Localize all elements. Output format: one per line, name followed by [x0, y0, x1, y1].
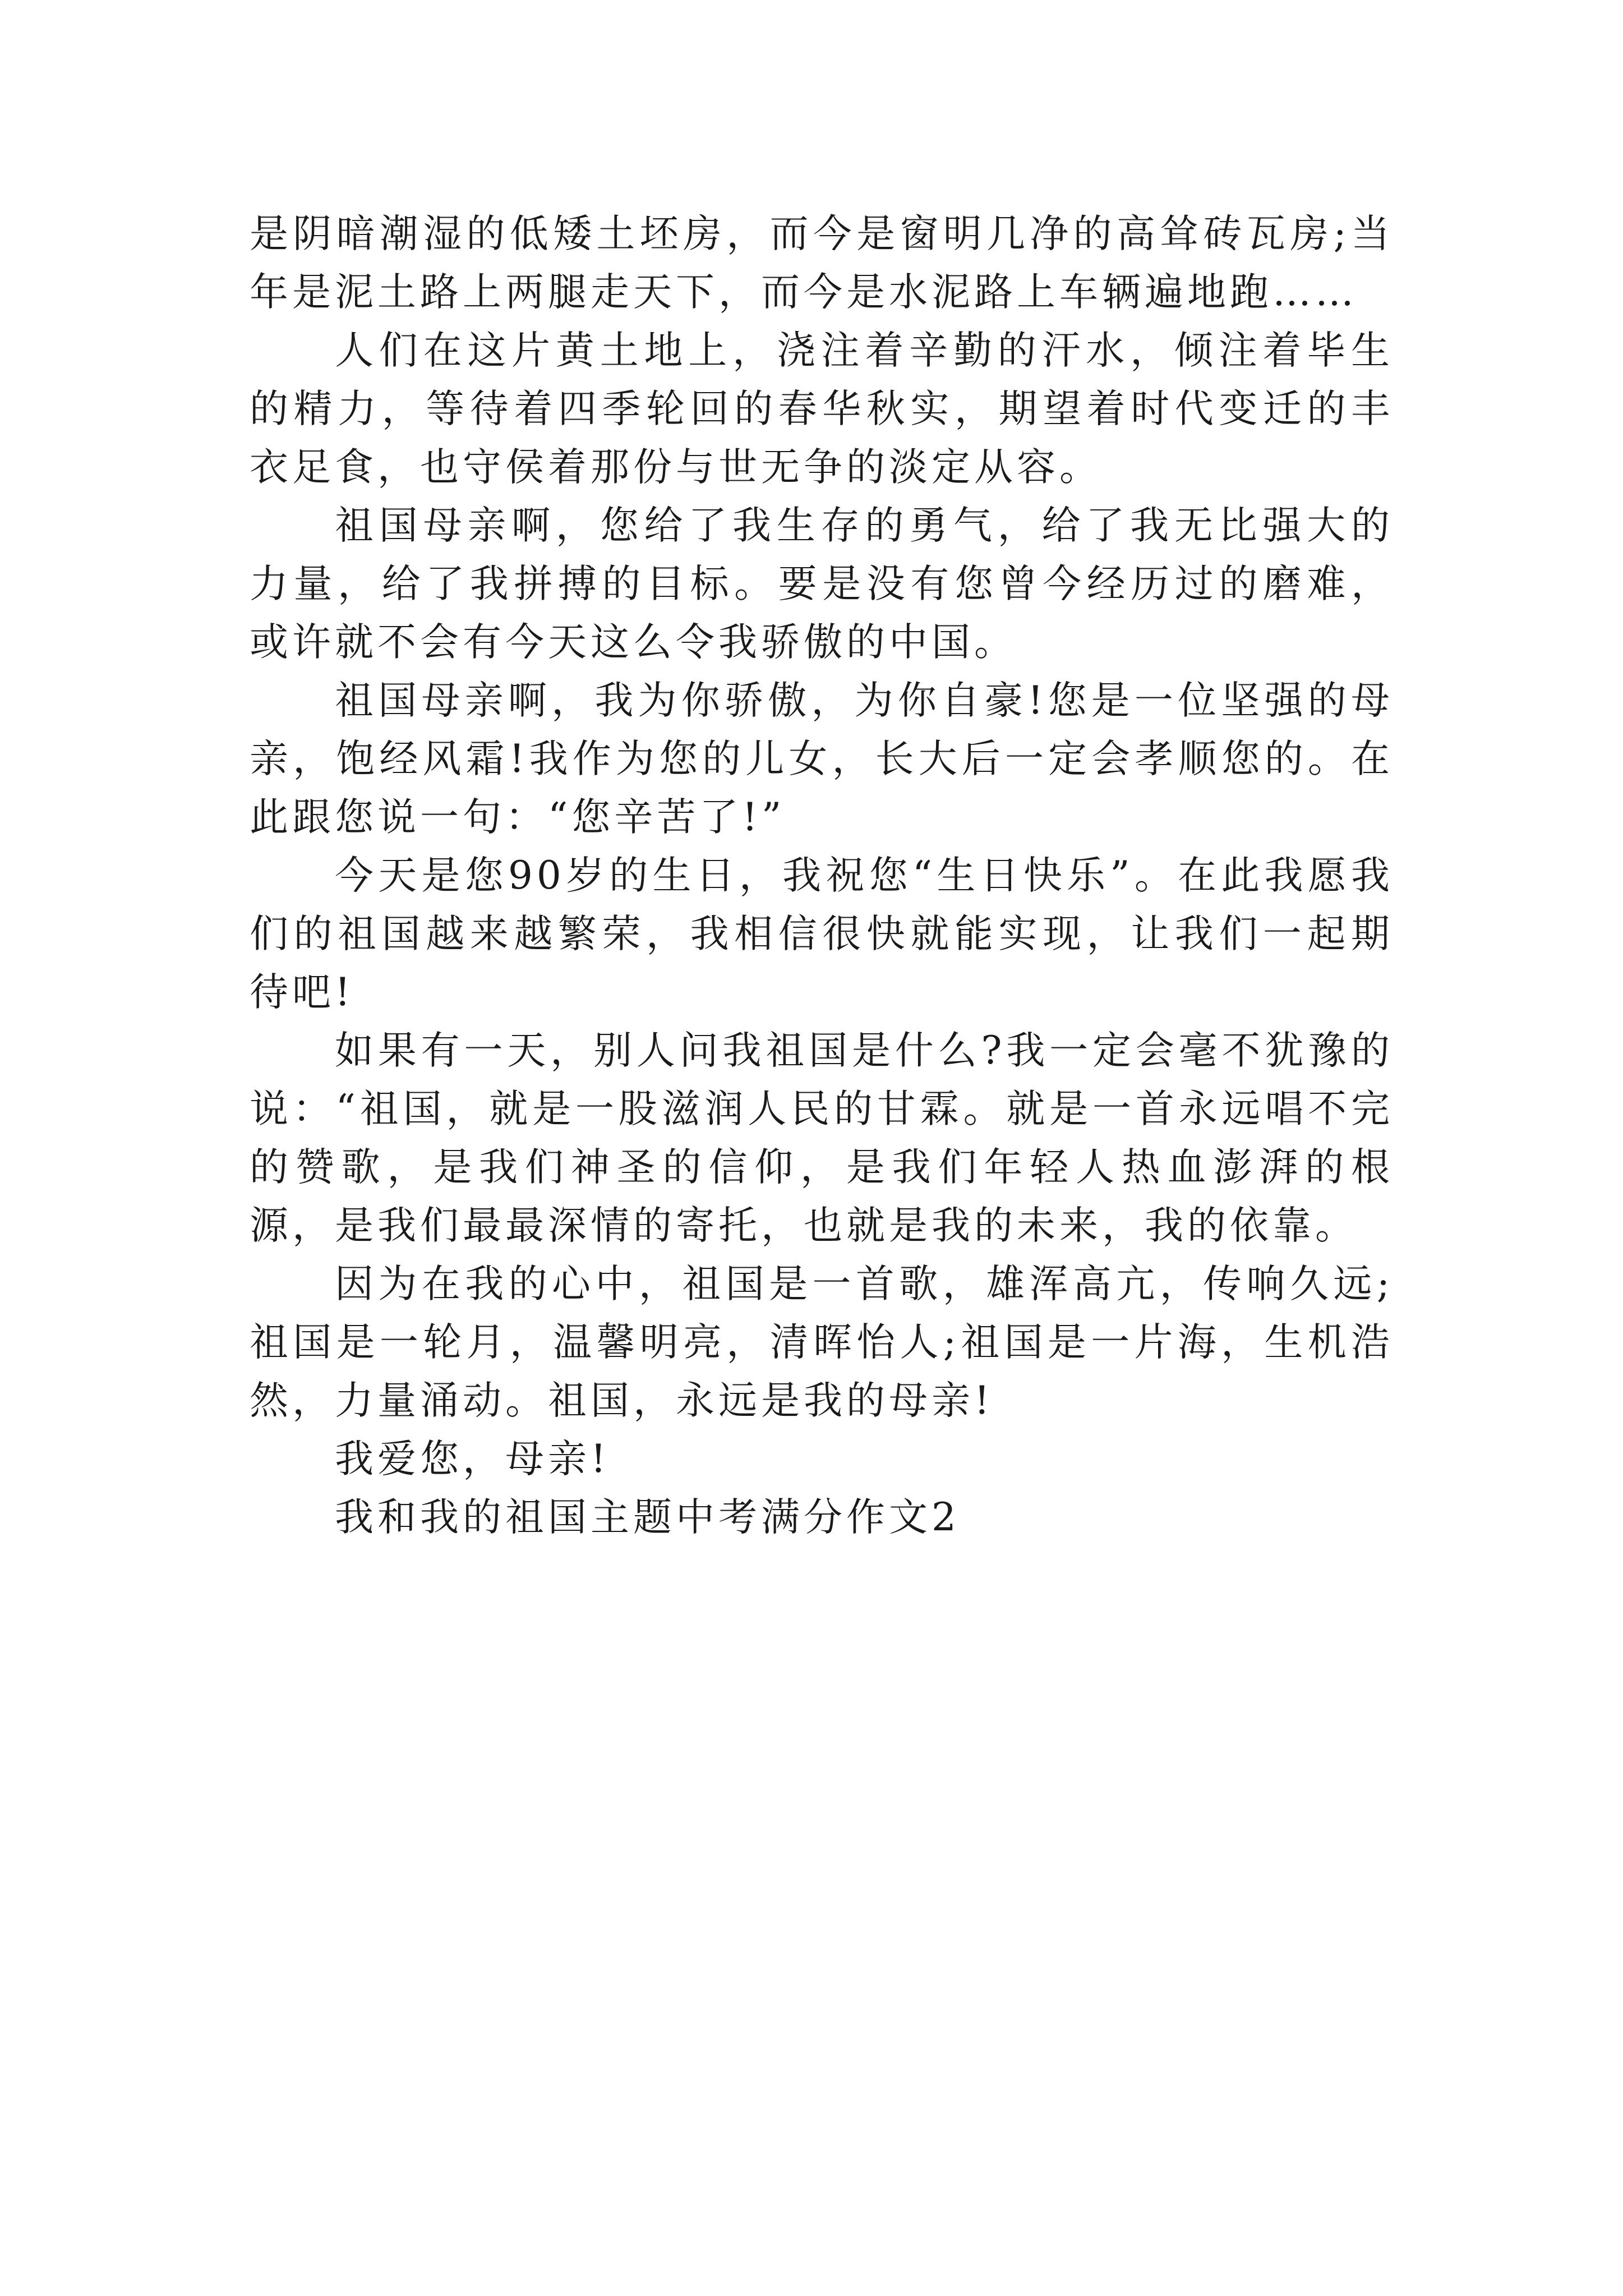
- paragraph-birthday: 今天是您90岁的生日，我祝您“生日快乐”。在此我愿我们的祖国越来越繁荣，我相信很快就能实现，让我们一起期待吧!: [250, 853, 1394, 1015]
- paragraph-courage: 祖国母亲啊，您给了我生存的勇气，给了我无比强大的力量，给了我拼搏的目标。要是没有您曾今经历过的磨难，或许就不会有今天这么令我骄傲的中国。: [250, 503, 1394, 665]
- paragraph-continuation: 是阴暗潮湿的低矮土坯房，而今是窗明几净的高耸砖瓦房;当年是泥土路上两腿走天下，而今是水泥路上车辆遍地跑……: [250, 211, 1394, 315]
- paragraph-love: 我爱您，母亲!: [335, 1437, 610, 1481]
- paragraph-proud: 祖国母亲啊，我为你骄傲，为你自豪!您是一位坚强的母亲，饱经风霜!我作为您的儿女，长大后一定会孝顺您的。在此跟您说一句：“您辛苦了!”: [250, 678, 1394, 840]
- paragraph-song-moon-sea: 因为在我的心中，祖国是一首歌，雄浑高亢，传响久远;祖国是一轮月，温馨明亮，清晖怡人;祖国是一片海，生机浩然，力量涌动。祖国，永远是我的母亲!: [250, 1262, 1394, 1423]
- next-essay-title: 我和我的祖国主题中考满分作文2: [335, 1495, 960, 1540]
- essay-body: [250, 205, 1394, 1547]
- paragraph-what-is-motherland: 如果有一天，别人问我祖国是什么?我一定会毫不犹豫的说：“祖国，就是一股滋润人民的甘霖。就是一首永远唱不完的赞歌，是我们神圣的信仰，是我们年轻人热血澎湃的根源，是我们最最深情的寄托，也就是我的未来，我的依靠。: [250, 1028, 1394, 1248]
- paragraph-land: 人们在这片黄土地上，浇注着辛勤的汗水，倾注着毕生的精力，等待着四季轮回的春华秋实，期望着时代变迁的丰衣足食，也守侯着那份与世无争的淡定从容。: [250, 328, 1394, 490]
